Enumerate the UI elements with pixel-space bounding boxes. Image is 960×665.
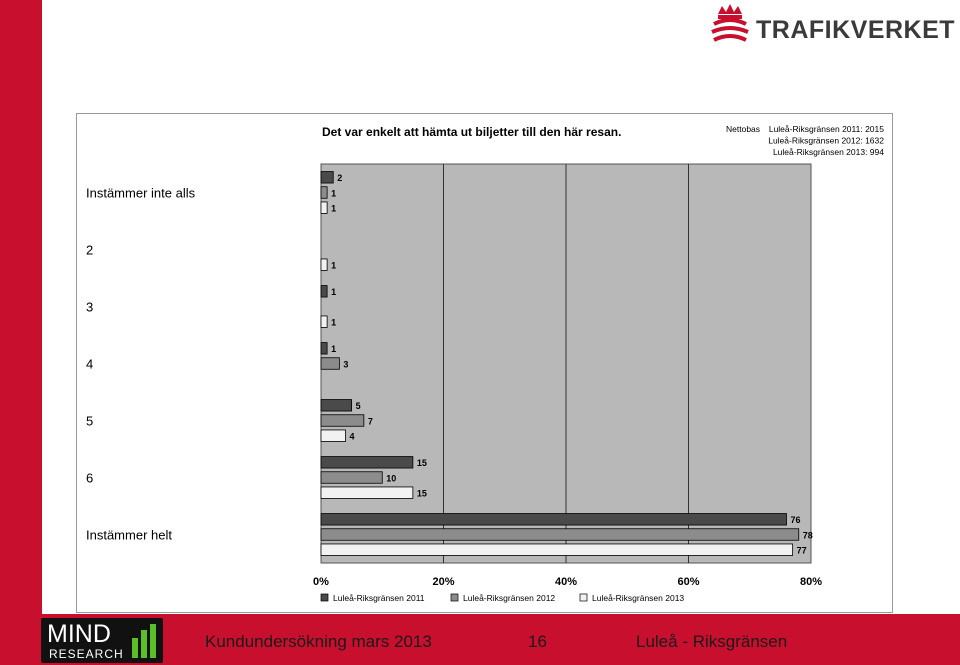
bar [321,358,339,370]
nettobas-label: Nettobas [726,124,761,134]
legend-swatch [451,594,458,601]
bars-icon [131,624,157,658]
footer-survey-title: Kundundersökning mars 2013 [205,632,432,651]
nettobas-entry: Luleå-Riksgränsen 2011: 2015 [768,124,884,134]
bar [321,472,382,484]
bar [321,316,327,328]
nettobas-entry: Luleå-Riksgränsen 2012: 1632 [768,135,884,146]
bar-value-label: 3 [343,359,349,370]
legend-label: Luleå-Riksgränsen 2011 [333,593,425,603]
bar-value-label: 4 [349,431,355,442]
bar-value-label: 2 [337,173,343,184]
bar [321,457,413,469]
bar-chart [77,114,892,612]
left-accent-bar [0,0,42,665]
x-tick-label: 80% [799,576,823,588]
bar-value-label: 15 [416,488,427,499]
legend-label: Luleå-Riksgränsen 2013 [592,593,685,603]
chart-panel [76,113,893,613]
footer-page-number: 16 [528,632,547,651]
bar [321,544,793,556]
bar [321,187,327,199]
bar [321,487,413,499]
category-label: 5 [86,413,94,429]
bar-value-label: 1 [331,203,337,214]
footer-route: Luleå - Riksgränsen [636,632,788,651]
bar [321,259,327,271]
mind-research-logo [41,618,163,663]
x-tick-label: 60% [677,576,700,588]
logo-research-text: RESEARCH [49,647,124,661]
category-label: 3 [86,299,94,315]
bar-value-label: 15 [416,458,427,469]
legend-swatch [580,594,587,601]
bar [321,400,352,412]
brand-name: TRAFIKVERKET [756,16,956,44]
trafikverket-logo [708,2,960,50]
category-label: 6 [86,470,94,486]
legend-label: Luleå-Riksgränsen 2012 [463,593,556,603]
category-label: 2 [86,242,94,258]
logo-mind-text: MIND [47,620,111,648]
bar-value-label: 76 [790,515,801,526]
category-label: Instämmer helt [86,527,172,543]
x-tick-label: 0% [313,576,329,588]
bar-value-label: 77 [796,545,807,556]
bar [321,529,799,541]
bar [321,286,327,298]
bar [321,415,364,427]
category-label: Instämmer inte alls [86,185,196,201]
category-label: 4 [86,356,94,372]
bar [321,202,327,214]
bar-value-label: 1 [331,188,337,199]
bar [321,343,327,355]
nettobas-entry: Luleå-Riksgränsen 2013: 994 [772,147,884,157]
crown-icon [708,2,752,50]
bar-value-label: 5 [355,401,361,412]
x-tick-label: 20% [432,576,455,588]
x-tick-label: 40% [554,576,578,588]
bar-value-label: 10 [386,473,397,484]
bar-value-label: 1 [331,344,337,355]
bar [321,514,787,526]
bar [321,172,333,184]
bar-value-label: 1 [331,260,337,271]
bar-value-label: 7 [367,416,373,427]
bar-value-label: 78 [802,530,813,541]
bar [321,430,346,442]
bar-value-label: 1 [331,317,337,328]
bar-value-label: 1 [331,287,337,298]
chart-title: Det var enkelt att hämta ut biljetter till den här resan. [322,125,622,139]
legend-swatch [321,594,328,601]
